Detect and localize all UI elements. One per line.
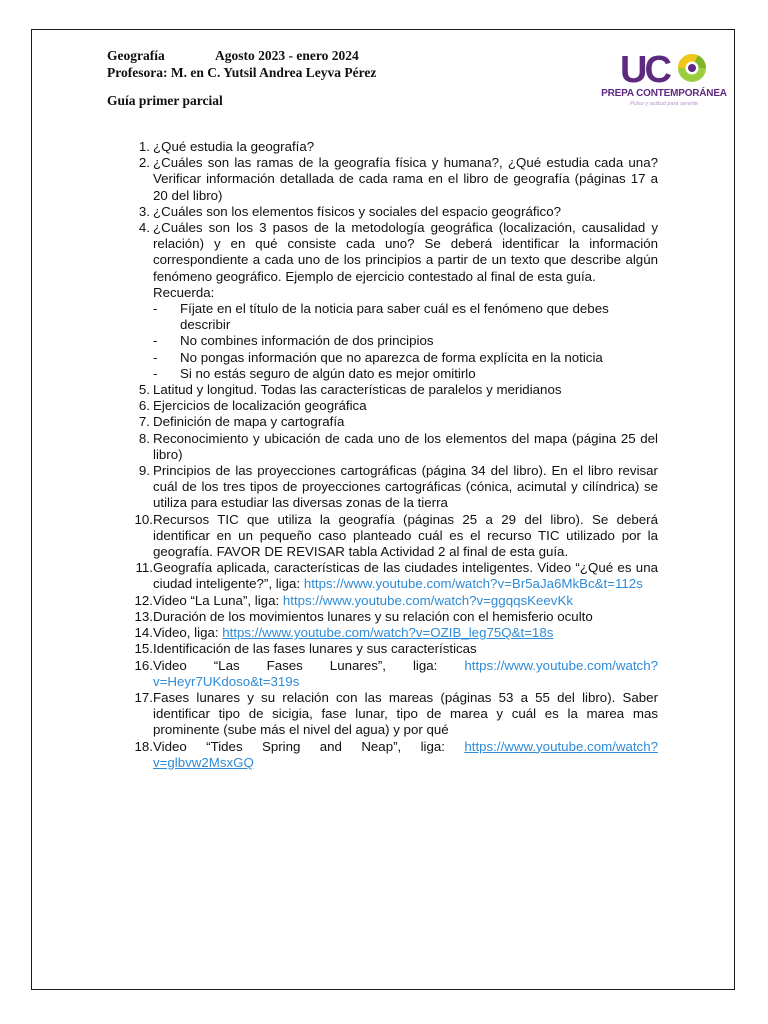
logo-tagline: Pulso y actitud para servirte	[630, 101, 698, 107]
item-number: 8.	[138, 430, 150, 446]
item-text: Definición de mapa y cartografía	[153, 414, 345, 430]
list-item	[126, 382, 658, 398]
reminder-text: No combines información de dos principios	[180, 333, 434, 349]
item-text-block	[153, 658, 658, 690]
item-text: Video “La Luna”, liga:	[153, 592, 283, 608]
list-item	[126, 414, 658, 430]
header-line-1	[107, 48, 359, 64]
guide-title: Guía primer parcial	[107, 93, 223, 108]
period-label: Agosto 2023 - enero 2024	[215, 48, 359, 63]
item-text-block	[153, 382, 658, 398]
uco-logo-mark	[600, 48, 728, 88]
list-item	[126, 641, 658, 657]
list-item	[126, 560, 658, 592]
question-list	[126, 139, 658, 771]
item-text-block	[153, 512, 658, 561]
list-item	[126, 609, 658, 625]
item-number: 2.	[138, 155, 150, 171]
dash-bullet: -	[153, 349, 158, 365]
uco-logo	[600, 48, 728, 116]
video-link[interactable]: https://www.youtube.com/watch?v=OZIB_leg75Q&t=18s	[222, 625, 554, 641]
list-item	[126, 155, 658, 204]
logo-o-icon	[678, 54, 706, 82]
video-link[interactable]: https://www.youtube.com/watch?v=Br5aJa6MkBc&t=112s	[303, 576, 643, 592]
video-link[interactable]: https://www.youtube.com/watch?v=ggqqsKeevKk	[282, 592, 573, 608]
item-number: 13.	[134, 608, 153, 624]
reminder-text: No pongas información que no aparezca de forma explícita en la noticia	[180, 349, 603, 365]
item-text-block	[153, 220, 658, 285]
list-item	[126, 658, 658, 690]
dash-bullet: -	[153, 301, 158, 317]
reminder-label: Recuerda:	[153, 284, 215, 300]
item-text: ¿Cuáles son las ramas de la geografía física y humana?, ¿Qué estudia cada una? Verificar información detallada de cada rama en el libro de geografía (páginas 17 a 20 del libro)	[153, 155, 658, 203]
item-text: Latitud y longitud. Todas las características de paralelos y meridianos	[153, 382, 562, 398]
video-link[interactable]: https://www.youtube.com/watch?v=glbvw2MsxGQ	[153, 738, 658, 770]
item-number: 16.	[134, 657, 153, 673]
list-item	[126, 431, 658, 463]
list-item	[126, 690, 658, 739]
item-number: 4.	[138, 220, 150, 236]
logo-name: PREPA CONTEMPORÁNEA	[601, 88, 727, 99]
reminder-text: Fíjate en el título de la noticia para saber cuál es el fenómeno que debes describir	[180, 301, 609, 333]
item-text: Recursos TIC que utiliza la geografía (páginas 25 a 29 del libro). Se deberá identificar en un pequeño caso planteado cuál es el recurso TIC utilizado por la geografía. FAVOR DE REVISAR tabla Actividad 2 al final de esta guía.	[153, 511, 658, 560]
video-link[interactable]: https://www.youtube.com/watch?v=Heyr7UKdoso&t=319s	[153, 657, 658, 689]
item-number: 1.	[138, 139, 150, 154]
list-item	[126, 463, 658, 512]
item-number: 5.	[138, 382, 150, 398]
list-item	[126, 739, 658, 771]
item-text-block	[153, 139, 658, 155]
list-item	[126, 220, 658, 382]
item-text-block	[153, 625, 658, 641]
document-page	[31, 29, 735, 990]
subject-label: Geografía	[107, 48, 165, 63]
item-text: Ejercicios de localización geográfica	[153, 398, 367, 414]
reminder-item	[153, 301, 658, 333]
item-number: 11.	[135, 560, 153, 576]
item-number: 12.	[134, 592, 153, 608]
list-item	[126, 204, 658, 220]
item-number: 15.	[134, 641, 153, 657]
teacher-label: Profesora: M. en C. Yutsil Andrea Leyva Pérez	[107, 65, 377, 80]
item-text: Video “Tides Spring and Neap”, liga:	[153, 738, 465, 754]
item-text: ¿Cuáles son los 3 pasos de la metodología geográfica (localización, causalidad y relación) y en qué consiste cada uno? Se deberá identificar la información correspondiente a cada uno de los principios a partir de un texto que describe algún fenómeno geográfico. Ejemplo de ejercicio contestado al final de esta guía.	[153, 220, 658, 284]
reminder-item	[153, 333, 658, 349]
item-text-block	[153, 204, 658, 220]
list-item	[126, 593, 658, 609]
item-text-block	[153, 593, 658, 609]
item-text: Reconocimiento y ubicación de cada uno de los elementos del mapa (página 25 del libro)	[153, 430, 658, 462]
item-number: 9.	[138, 463, 150, 479]
item-number: 14.	[134, 625, 153, 641]
item-number: 17.	[134, 689, 153, 705]
list-item	[126, 139, 658, 155]
item-text-block	[153, 609, 658, 625]
item-text: Duración de los movimientos lunares y su relación con el hemisferio oculto	[153, 608, 593, 624]
reminder-text: Si no estás seguro de algún dato es mejor omitirlo	[180, 365, 476, 381]
reminder-list	[153, 301, 658, 382]
item-text: Geografía aplicada, características de las ciudades inteligentes. Video “¿Qué es una ciudad inteligente?”, liga:	[153, 560, 658, 592]
item-number: 18.	[134, 738, 153, 754]
dash-bullet: -	[153, 333, 158, 349]
item-text-block	[153, 463, 658, 512]
list-item	[126, 625, 658, 641]
item-text: ¿Cuáles son los elementos físicos y sociales del espacio geográfico?	[153, 203, 561, 219]
item-number: 6.	[138, 398, 150, 414]
item-text-block	[153, 431, 658, 463]
item-text-block	[153, 690, 658, 739]
item-text-block	[153, 414, 658, 430]
reminder-item	[153, 350, 658, 366]
item-text: Identificación de las fases lunares y sus características	[153, 641, 477, 657]
item-text-block	[153, 560, 658, 592]
item-text: Fases lunares y su relación con las mareas (páginas 53 a 55 del libro). Saber identificar tipo de sicigia, fase lunar, tipo de marea y cuál es la marea mas prominente (sube más el nivel del agua) y por qué	[153, 689, 658, 738]
dash-bullet: -	[153, 365, 158, 381]
list-item	[126, 512, 658, 561]
item-text-block	[153, 641, 658, 657]
item-number: 10.	[134, 511, 153, 527]
item-number: 3.	[138, 203, 150, 219]
item-number: 7.	[138, 414, 150, 430]
item-text: Video, liga:	[153, 625, 223, 641]
item-text-block	[153, 155, 658, 204]
item-text-block	[153, 398, 658, 414]
reminder-item	[153, 366, 658, 382]
item-text-block	[153, 739, 658, 771]
list-item	[126, 398, 658, 414]
item-text: ¿Qué estudia la geografía?	[153, 139, 315, 154]
logo-letters: UC	[620, 49, 669, 88]
item-text: Principios de las proyecciones cartográficas (página 34 del libro). En el libro revisar cuál de los tres tipos de proyecciones cartográficas (cónica, acimutal y cilíndrica) se utiliza para estudiar las diversas zonas de la tierra	[153, 463, 658, 511]
item-text: Video “Las Fases Lunares”, liga:	[153, 657, 465, 673]
